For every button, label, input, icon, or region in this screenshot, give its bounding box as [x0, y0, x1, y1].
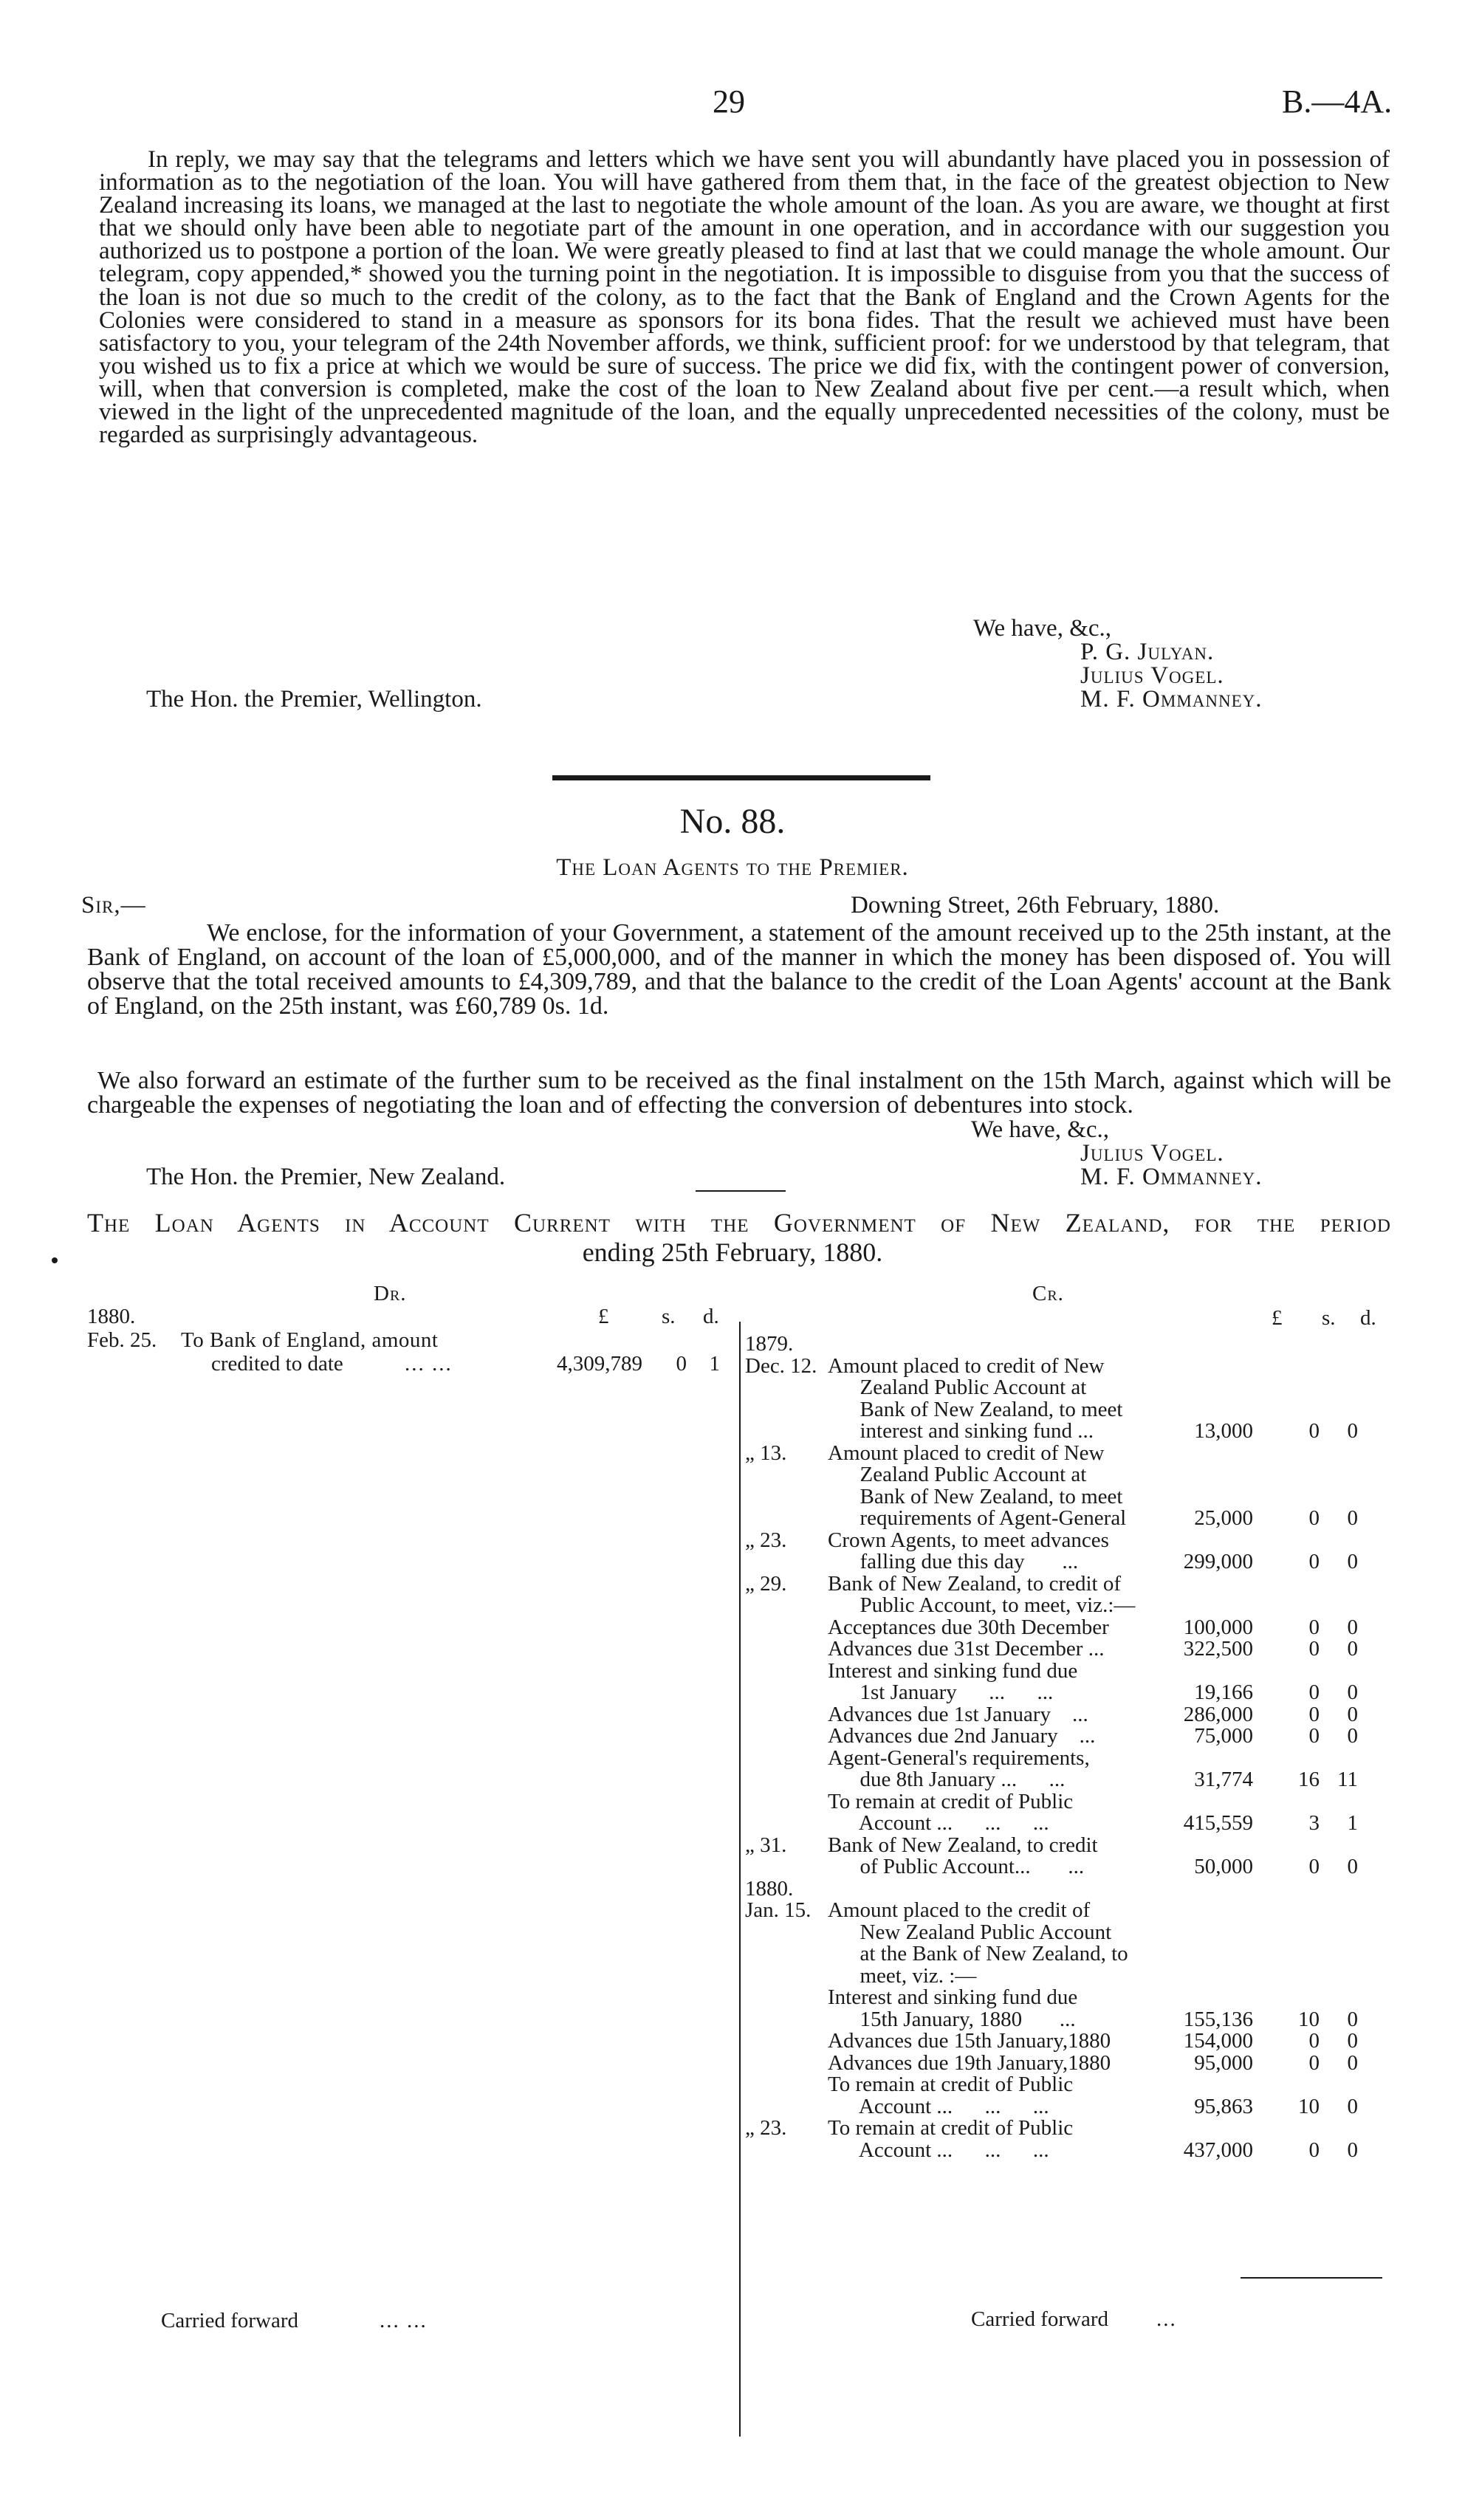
credit-entry-row: [745, 1443, 1395, 1465]
margin-dot: [52, 1257, 58, 1263]
section-divider: [552, 775, 930, 780]
credit-description: New Zealand Public Account: [828, 1920, 1112, 1944]
credit-entry-row: [745, 1745, 1395, 1770]
credit-entry-row: [745, 1638, 1395, 1661]
credit-pounds: 322,500: [1183, 1637, 1253, 1661]
credit-shillings: 0: [1308, 1724, 1320, 1748]
credit-shillings: 10: [1298, 2094, 1320, 2118]
credit-entry-row: [745, 1333, 1395, 1356]
total-rule: [1241, 2277, 1382, 2279]
credit-description: meet, viz. :—: [828, 1963, 977, 1988]
debit-label: Dr.: [374, 1282, 407, 1305]
addressee: The Hon. the Premier, Wellington.: [146, 686, 482, 713]
credit-description: Bank of New Zealand, to meet: [828, 1484, 1123, 1508]
credit-shillings: 0: [1308, 1702, 1320, 1726]
credit-description: Public Account, to meet, viz.:—: [828, 1593, 1136, 1617]
credit-pounds: 415,559: [1183, 1811, 1253, 1835]
column-header-shillings: s.: [1322, 1306, 1336, 1330]
credit-label: Cr.: [1032, 1282, 1064, 1305]
credit-pence: 11: [1337, 1768, 1358, 1791]
credit-pence: 1: [1347, 1811, 1358, 1835]
column-header-pounds: £: [1272, 1306, 1283, 1330]
credit-entry-row: [745, 1551, 1395, 1573]
credit-description: To remain at credit of Public: [828, 2073, 1074, 2096]
credit-description: falling due this day ...: [828, 1550, 1079, 1573]
credit-pounds: 19,166: [1194, 1680, 1253, 1704]
credit-entry-row: [745, 1464, 1395, 1486]
credit-entries-table: [745, 1333, 1395, 2161]
credit-description: at the Bank of New Zealand, to: [828, 1942, 1128, 1965]
column-header-pence: d.: [703, 1305, 719, 1328]
credit-shillings: 0: [1308, 2050, 1320, 2075]
credit-pence: 0: [1347, 1680, 1358, 1704]
credit-description: Amount placed to the credit of: [828, 1898, 1091, 1922]
debit-date: Feb. 25.: [87, 1328, 157, 1352]
credit-shillings: 0: [1308, 2029, 1320, 2053]
letter-body-paragraph: We enclose, for the information of your Government, a statement of the amount received up to the 25th instant, at the Bank of England, on account of the loan of £5,000,000, and of the manner in which the money has been disposed of. You will observe that the total received amounts to £4,309,789, and that the balance to the credit of the Loan Agents' account at the Bank of England, on the 25th instant, was £60,789 0s. 1d.: [87, 919, 1391, 1020]
credit-entry-row: [745, 1617, 1395, 1639]
credit-entry-row: [745, 1508, 1395, 1530]
credit-shillings: 0: [1308, 2138, 1320, 2162]
debit-pounds: 4,309,789: [557, 1352, 642, 1376]
credit-pounds: 299,000: [1183, 1550, 1253, 1573]
credit-description: Bank of New Zealand, to credit: [828, 1833, 1098, 1857]
credit-entry-row: [745, 1595, 1395, 1617]
credit-entry-row: [745, 1353, 1395, 1378]
credit-pence: 0: [1347, 2138, 1358, 2162]
section-divider: [696, 1190, 786, 1192]
credit-description: of Public Account... ...: [828, 1855, 1085, 1878]
credit-description: Agent-General's requirements,: [828, 1745, 1090, 1770]
credit-entry-row: [745, 2030, 1395, 2053]
credit-pounds: 437,000: [1183, 2138, 1253, 2162]
credit-entry-row: [745, 2050, 1395, 2075]
leader-dots: ... ...: [405, 1352, 453, 1376]
credit-shillings: 0: [1308, 1550, 1320, 1573]
credit-entry-row: [745, 1573, 1395, 1596]
credit-date: „ 31.: [745, 1833, 787, 1857]
credit-description: Account ... ... ...: [828, 1811, 1049, 1835]
credit-pence: 0: [1347, 2029, 1358, 2053]
leader-dots: ... ...: [380, 2309, 428, 2332]
credit-description: To remain at credit of Public: [828, 1789, 1074, 1813]
credit-entry-row: [745, 1704, 1395, 1726]
credit-shillings: 10: [1298, 2007, 1320, 2031]
column-header-pence: d.: [1360, 1306, 1376, 1330]
document-reference: B.—4A.: [1282, 83, 1393, 120]
credit-description: 1st January ... ...: [828, 1680, 1054, 1704]
signatory-name: Julius Vogel.: [1080, 662, 1224, 689]
credit-entry-row: [745, 1878, 1395, 1901]
credit-description: Advances due 2nd January ...: [828, 1724, 1096, 1748]
credit-description: Interest and sinking fund due: [828, 1658, 1078, 1683]
credit-date: Jan. 15.: [745, 1898, 812, 1922]
credit-description: due 8th January ... ...: [828, 1768, 1066, 1791]
credit-shillings: 0: [1308, 1506, 1320, 1530]
credit-entry-row: [745, 1658, 1395, 1683]
credit-date: 1879.: [745, 1332, 794, 1356]
credit-pounds: 25,000: [1194, 1506, 1253, 1530]
credit-description: Bank of New Zealand, to meet: [828, 1397, 1123, 1421]
column-header-shillings: s.: [662, 1305, 676, 1328]
credit-pence: 0: [1347, 1637, 1358, 1661]
credit-description: Advances due 19th January,1880: [828, 2050, 1111, 2075]
credit-shillings: 3: [1308, 1811, 1320, 1835]
credit-entry-row: [745, 1791, 1395, 1813]
credit-pounds: 31,774: [1194, 1768, 1253, 1791]
credit-entry-row: [745, 1769, 1395, 1791]
leader-dots: ...: [1156, 2307, 1177, 2331]
credit-shillings: 0: [1308, 1637, 1320, 1661]
credit-entry-row: [745, 1987, 1395, 2009]
credit-description: Advances due 31st December ...: [828, 1637, 1105, 1661]
credit-description: Acceptances due 30th December: [828, 1615, 1109, 1639]
credit-entry-row: [745, 1377, 1395, 1399]
credit-shillings: 0: [1308, 1680, 1320, 1704]
credit-entry-row: [745, 1965, 1395, 1988]
letter-body-paragraph: We also forward an estimate of the further sum to be received as the final instalment on the 15th March, against which will be chargeable the expenses of negotiating the loan and of effecting the conversion of debentures into stock.: [87, 1067, 1391, 1119]
column-divider: [739, 1322, 741, 2437]
credit-shillings: 0: [1308, 1855, 1320, 1878]
credit-pounds: 155,136: [1183, 2007, 1253, 2031]
credit-pence: 0: [1347, 1550, 1358, 1573]
credit-description: To remain at credit of Public: [828, 2116, 1074, 2140]
credit-entry-row: [745, 2074, 1395, 2096]
credit-pence: 0: [1347, 2050, 1358, 2075]
debit-year: 1880.: [87, 1305, 136, 1328]
credit-description: Account ... ... ...: [828, 2094, 1049, 2118]
credit-pounds: 95,863: [1194, 2094, 1253, 2118]
credit-date: „ 29.: [745, 1571, 787, 1596]
credit-entry-row: [745, 1900, 1395, 1922]
credit-date: 1880.: [745, 1876, 794, 1901]
credit-pence: 0: [1347, 1615, 1358, 1639]
credit-description: Zealand Public Account at: [828, 1463, 1087, 1486]
credit-entry-row: [745, 1682, 1395, 1704]
credit-entry-row: [745, 1922, 1395, 1944]
credit-pence: 0: [1347, 1855, 1358, 1878]
credit-entry-row: [745, 2096, 1395, 2118]
account-heading-period: ending 25th February, 1880.: [582, 1237, 883, 1267]
credit-pence: 0: [1347, 1702, 1358, 1726]
credit-pounds: 13,000: [1194, 1419, 1253, 1443]
credit-entry-row: [745, 1943, 1395, 1965]
credit-description: requirements of Agent-General: [828, 1506, 1127, 1530]
credit-description: Amount placed to credit of New: [828, 1441, 1105, 1465]
credit-pounds: 286,000: [1183, 1702, 1253, 1726]
credit-entry-row: [745, 2140, 1395, 2162]
credit-entry-row: [745, 2009, 1395, 2031]
credit-description: Crown Agents, to meet advances: [828, 1528, 1109, 1552]
credit-description: Advances due 15th January,1880: [828, 2029, 1111, 2053]
addressee: The Hon. the Premier, New Zealand.: [146, 1164, 506, 1190]
credit-description: Zealand Public Account at: [828, 1376, 1087, 1399]
credit-entry-row: [745, 2118, 1395, 2140]
credit-pence: 0: [1347, 1419, 1358, 1443]
letter-title: The Loan Agents to the Premier.: [556, 854, 909, 881]
closing-line: We have, &c.,: [971, 1116, 1110, 1143]
credit-pounds: 75,000: [1194, 1724, 1253, 1748]
column-header-pounds: £: [598, 1305, 609, 1328]
credit-entry-row: [745, 1486, 1395, 1508]
credit-entry-row: [745, 1421, 1395, 1443]
credit-shillings: 16: [1298, 1768, 1320, 1791]
signatory-name: M. F. Ommanney.: [1080, 686, 1263, 713]
credit-pounds: 154,000: [1183, 2029, 1253, 2053]
debit-description: credited to date: [211, 1352, 343, 1376]
debit-description: To Bank of England, amount: [181, 1328, 439, 1352]
credit-description: 15th January, 1880 ...: [828, 2007, 1076, 2031]
carried-forward: Carried forward: [161, 2309, 298, 2332]
credit-pounds: 50,000: [1194, 1855, 1253, 1878]
credit-pounds: 95,000: [1194, 2050, 1253, 2075]
credit-entry-row: [745, 1399, 1395, 1421]
credit-entry-row: [745, 1530, 1395, 1552]
credit-entry-row: [745, 1813, 1395, 1835]
credit-date: „ 13.: [745, 1441, 787, 1465]
credit-shillings: 0: [1308, 1615, 1320, 1639]
credit-description: Amount placed to credit of New: [828, 1353, 1105, 1378]
debit-shillings: 0: [676, 1352, 687, 1376]
credit-pounds: 100,000: [1183, 1615, 1253, 1639]
credit-pence: 0: [1347, 2094, 1358, 2118]
credit-description: Interest and sinking fund due: [828, 1985, 1078, 2009]
credit-description: Advances due 1st January ...: [828, 1702, 1088, 1726]
credit-date: „ 23.: [745, 2116, 787, 2140]
signatory-name: M. F. Ommanney.: [1080, 1164, 1263, 1190]
credit-description: Account ... ... ...: [828, 2138, 1049, 2162]
credit-date: Dec. 12.: [745, 1353, 817, 1378]
closing-line: We have, &c.,: [973, 615, 1112, 642]
debit-pence: 1: [709, 1352, 720, 1376]
carried-forward: Carried forward: [971, 2307, 1108, 2331]
credit-description: Bank of New Zealand, to credit of: [828, 1571, 1121, 1596]
letter-body-paragraph: In reply, we may say that the telegrams and letters which we have sent you will abundantly have placed you in possession of information as to the negotiation of the loan. You will have gathered from them that, in the face of the greatest objection to New Zealand increasing its loans, we managed at the last to negotiate the whole amount of the loan. As you are aware, we thought at first that we should only have been able to negotiate part of the amount in one operation, and in accordance with our suggestion you authorized us to postpone a portion of the loan. We were greatly pleased to find at last that we could manage the whole amount. Our telegram, copy appended,* showed you the turning point in the negotiation. It is impossible to disguise from you that the success of the loan is not due so much to the credit of the colony, as to the fact that the Bank of England and the Crown Agents for the Colonies were considered to stand in a measure as sponsors for its bona fides. That the result we achieved must have been satisfactory to you, your telegram of the 24th November affords, we think, sufficient proof: for we understood by that telegram, that you wished us to fix a price at which we would be sure of success. The price we did fix, with the contingent power of conversion, will, when that conversion is completed, make the cost of the loan to New Zealand about five per cent.—a result which, when viewed in the light of the unprecedented magnitude of the loan, and the equally unprecedented necessities of the colony, must be regarded as surprisingly advantageous.: [99, 146, 1390, 449]
credit-pence: 0: [1347, 1724, 1358, 1748]
signatory-name: Julius Vogel.: [1080, 1140, 1224, 1167]
credit-entry-row: [745, 1835, 1395, 1857]
letter-number-heading: No. 88.: [679, 802, 786, 841]
credit-pence: 0: [1347, 1506, 1358, 1530]
credit-description: interest and sinking fund ...: [828, 1419, 1094, 1443]
credit-shillings: 0: [1308, 1419, 1320, 1443]
dateline: Downing Street, 26th February, 1880.: [851, 892, 1220, 919]
credit-date: „ 23.: [745, 1528, 787, 1552]
page-number: 29: [713, 83, 745, 120]
signatory-name: P. G. Julyan.: [1080, 639, 1215, 665]
credit-entry-row: [745, 1856, 1395, 1878]
account-heading: The Loan Agents in Account Current with the Government of New Zealand, for the period: [87, 1208, 1391, 1237]
credit-entry-row: [745, 1726, 1395, 1748]
salutation: Sir,—: [81, 892, 146, 919]
credit-pence: 0: [1347, 2007, 1358, 2031]
